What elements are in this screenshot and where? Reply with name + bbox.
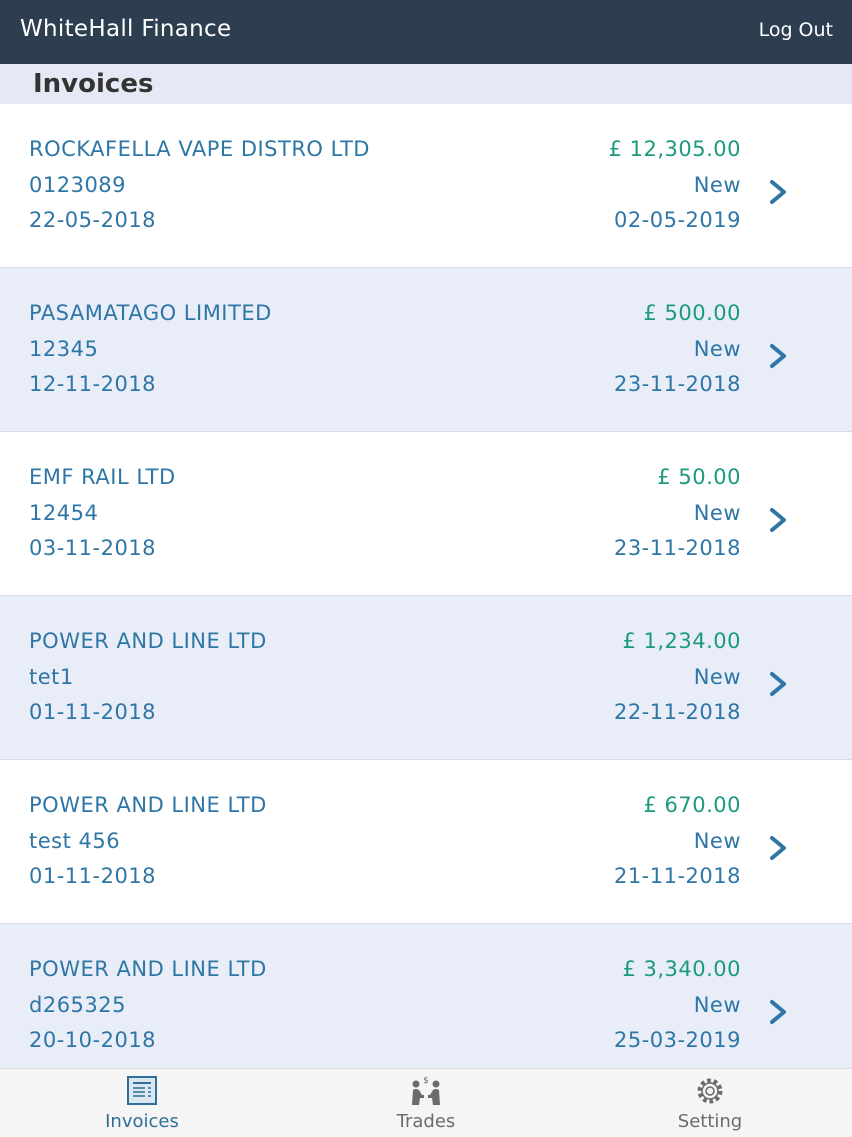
due-date: 22-11-2018 bbox=[613, 700, 741, 724]
invoice-row[interactable] bbox=[0, 924, 852, 1068]
tab-invoices[interactable] bbox=[0, 1069, 284, 1137]
chevron-right-icon[interactable] bbox=[764, 506, 792, 534]
invoice-reference: 12454 bbox=[29, 501, 99, 525]
invoice-icon bbox=[125, 1075, 159, 1107]
tab-setting[interactable] bbox=[568, 1069, 852, 1137]
company-name: EMF RAIL LTD bbox=[29, 465, 176, 489]
trade-icon bbox=[409, 1075, 443, 1107]
chevron-right-icon[interactable] bbox=[764, 178, 792, 206]
invoice-amount: £ 12,305.00 bbox=[608, 137, 741, 161]
invoice-reference: 0123089 bbox=[29, 173, 127, 197]
logout-button[interactable]: Log Out bbox=[758, 19, 833, 41]
invoice-date: 01-11-2018 bbox=[29, 864, 157, 888]
due-date: 23-11-2018 bbox=[613, 372, 741, 396]
company-name: ROCKAFELLA VAPE DISTRO LTD bbox=[29, 137, 370, 161]
invoice-date: 03-11-2018 bbox=[29, 536, 157, 560]
invoice-row[interactable] bbox=[0, 596, 852, 760]
tab-setting-label: Setting bbox=[677, 1111, 743, 1132]
invoice-row[interactable] bbox=[0, 268, 852, 432]
chevron-right-icon[interactable] bbox=[764, 834, 792, 862]
gear-icon bbox=[693, 1075, 727, 1107]
invoice-amount: £ 500.00 bbox=[643, 301, 741, 325]
invoice-row[interactable] bbox=[0, 432, 852, 596]
invoice-amount: £ 670.00 bbox=[643, 793, 741, 817]
svg-text:$: $ bbox=[423, 1076, 429, 1086]
company-name: PASAMATAGO LIMITED bbox=[29, 301, 272, 325]
invoice-reference: test 456 bbox=[29, 829, 121, 853]
invoice-status: New bbox=[693, 993, 741, 1017]
invoice-amount: £ 3,340.00 bbox=[622, 957, 741, 981]
company-name: POWER AND LINE LTD bbox=[29, 793, 267, 817]
invoice-reference: d265325 bbox=[29, 993, 126, 1017]
due-date: 25-03-2019 bbox=[613, 1028, 741, 1052]
invoice-reference: 12345 bbox=[29, 337, 99, 361]
invoice-status: New bbox=[693, 665, 741, 689]
company-name: POWER AND LINE LTD bbox=[29, 629, 267, 653]
company-name: POWER AND LINE LTD bbox=[29, 957, 267, 981]
invoice-status: New bbox=[693, 829, 741, 853]
page-title: Invoices bbox=[33, 69, 154, 99]
invoice-date: 20-10-2018 bbox=[29, 1028, 157, 1052]
app-header bbox=[0, 0, 852, 64]
invoice-date: 22-05-2018 bbox=[29, 208, 157, 232]
due-date: 21-11-2018 bbox=[613, 864, 741, 888]
invoice-status: New bbox=[693, 337, 741, 361]
bottom-tab-bar bbox=[0, 1068, 852, 1137]
invoice-amount: £ 50.00 bbox=[657, 465, 741, 489]
due-date: 23-11-2018 bbox=[613, 536, 741, 560]
chevron-right-icon[interactable] bbox=[764, 670, 792, 698]
app-title: WhiteHall Finance bbox=[20, 16, 232, 42]
invoice-date: 01-11-2018 bbox=[29, 700, 157, 724]
invoice-row[interactable] bbox=[0, 760, 852, 924]
tab-trades-label: Trades bbox=[396, 1111, 456, 1132]
chevron-right-icon[interactable] bbox=[764, 342, 792, 370]
chevron-right-icon[interactable] bbox=[764, 998, 792, 1026]
invoice-reference: tet1 bbox=[29, 665, 74, 689]
invoice-amount: £ 1,234.00 bbox=[622, 629, 741, 653]
tab-invoices-label: Invoices bbox=[105, 1111, 179, 1132]
invoice-row[interactable] bbox=[0, 104, 852, 268]
tab-trades[interactable] bbox=[284, 1069, 568, 1137]
invoice-list bbox=[0, 104, 852, 1068]
invoice-status: New bbox=[693, 501, 741, 525]
section-header bbox=[0, 64, 852, 104]
invoice-date: 12-11-2018 bbox=[29, 372, 157, 396]
due-date: 02-05-2019 bbox=[613, 208, 741, 232]
invoice-status: New bbox=[693, 173, 741, 197]
